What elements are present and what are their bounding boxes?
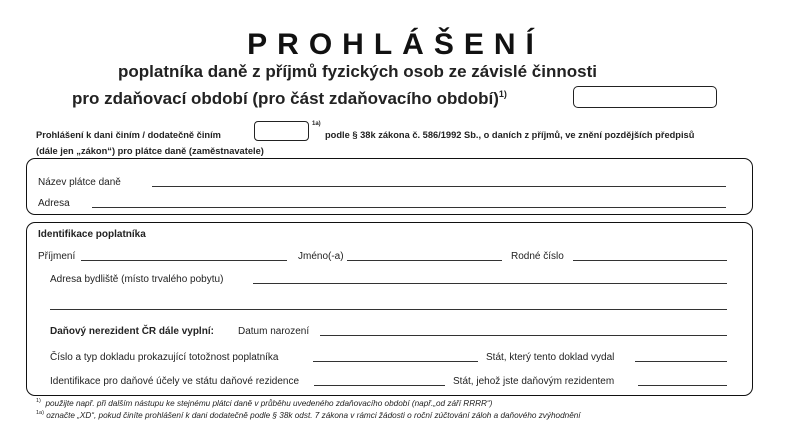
supplementary-mark-input[interactable] <box>254 121 309 141</box>
footnote-1a-mark: 1a) <box>36 410 44 416</box>
footnote-1-mark: 1) <box>36 398 41 404</box>
payer-name-label: Název plátce daně <box>38 177 121 188</box>
payer-address-label: Adresa <box>38 198 70 209</box>
residence-address-field-2[interactable] <box>50 309 727 310</box>
tax-id-field[interactable] <box>314 385 445 386</box>
birth-date-field[interactable] <box>320 335 727 336</box>
declaration-legal-text: podle § 38k zákona č. 586/1992 Sb., o daních z příjmů, ve znění pozdějších předpisů <box>325 130 695 140</box>
residence-address-field-1[interactable] <box>253 283 727 284</box>
surname-label: Příjmení <box>38 251 76 262</box>
footnote-1a <box>36 410 581 420</box>
form-title: PROHLÁŠENÍ <box>247 28 544 61</box>
taxpayer-heading: Identifikace poplatníka <box>38 229 146 240</box>
tax-id-label: Identifikace pro daňové účely ve státu daňové rezidence <box>50 376 300 387</box>
firstname-label: Jméno(-a) <box>298 251 344 262</box>
declaration-prefix: Prohlášení k dani činím / dodatečně činím <box>36 130 221 140</box>
footnote-1a-text: označte „XD“, pokud činíte prohlášení k dani dodatečně podle § 38k odst. 7 zákona v rámci žádosti o roční zúčtování záloh a daňového zvýhodnění <box>46 411 581 420</box>
declaration-line2: (dále jen „zákon“) pro plátce daně (zaměstnavatele) <box>36 146 264 156</box>
footnote-1-text: použijte např. při dalším nástupu ke stejnému plátci daně v průběhu uvedeného zdaňovacího období (např.„od září RRRR“) <box>45 399 493 408</box>
id-document-label: Číslo a typ dokladu prokazující totožnost poplatníka <box>50 352 279 363</box>
footnote-1 <box>36 398 492 408</box>
issuing-state-label: Stát, který tento doklad vydal <box>486 352 615 363</box>
birth-date-label: Datum narození <box>238 326 310 337</box>
declaration-footnote-mark: 1a) <box>312 121 321 127</box>
payer-address-field[interactable] <box>92 207 726 208</box>
tax-period-input[interactable] <box>573 86 717 108</box>
birth-number-label: Rodné číslo <box>511 251 564 262</box>
birth-number-field[interactable] <box>573 260 727 261</box>
id-document-field[interactable] <box>313 361 478 362</box>
form-subtitle-line1: poplatníka daně z příjmů fyzických osob ze závislé činnosti <box>118 62 597 81</box>
residence-state-field[interactable] <box>638 385 727 386</box>
subtitle-line2-text: pro zdaňovací období (pro část zdaňovacího období) <box>72 89 499 108</box>
subtitle-footnote-mark: 1) <box>498 89 507 99</box>
firstname-field[interactable] <box>347 260 502 261</box>
nonresident-label: Daňový nerezident ČR dále vyplní: <box>50 326 214 337</box>
residence-state-label: Stát, jehož jste daňovým rezidentem <box>453 376 615 387</box>
surname-field[interactable] <box>81 260 287 261</box>
payer-name-field[interactable] <box>152 186 726 187</box>
residence-address-label: Adresa bydliště (místo trvalého pobytu) <box>50 274 224 285</box>
form-subtitle-line2 <box>72 89 507 109</box>
issuing-state-field[interactable] <box>635 361 727 362</box>
